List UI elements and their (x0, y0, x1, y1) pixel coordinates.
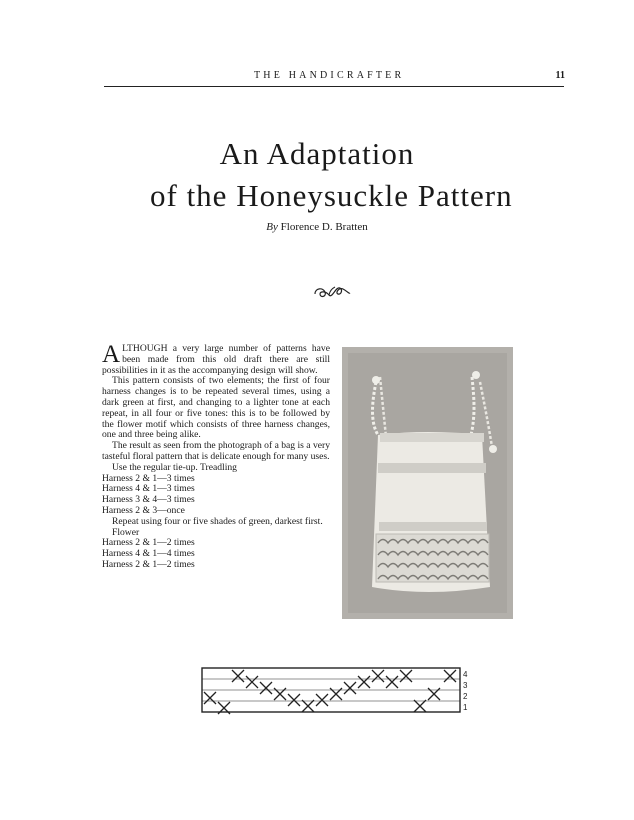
header-rule (104, 86, 564, 87)
paragraph-4: Use the regular tie-up. Treadling (112, 461, 237, 473)
repeat-note: Repeat using four or five shades of green, darkest first. (112, 515, 323, 527)
paragraph-1 (102, 341, 330, 376)
treadling-step: Harness 2 & 1—2 times (102, 537, 195, 549)
author-name: Florence D. Bratten (280, 221, 368, 233)
article-title-line-2: of the Honeysuckle Pattern (150, 178, 513, 213)
flower-label: Flower (112, 526, 140, 538)
treadling-step: Harness 4 & 1—3 times (102, 483, 195, 495)
treadling-step: Harness 2 & 1—2 times (102, 558, 195, 570)
treadling-list (102, 474, 330, 517)
byline-prefix: By (266, 221, 278, 233)
draft-label-harness: 2 (463, 692, 468, 701)
treadling-step: Harness 3 & 4—3 times (102, 494, 195, 506)
flower-treadling-list (102, 538, 330, 570)
treadling-step: Harness 2 & 3—once (102, 504, 185, 516)
treadling-step: Harness 4 & 1—4 times (102, 548, 195, 560)
threading-draft (200, 664, 480, 718)
drop-cap: A (102, 341, 121, 368)
article-body (102, 341, 330, 571)
running-head (104, 70, 569, 86)
article-title-line-1: An Adaptation (219, 136, 415, 171)
byline (0, 221, 634, 233)
paragraph-1-text: LTHOUGH a very large number of patterns have been made from this old draft there are still possibilities in it as the accompanying design will show. (102, 343, 330, 376)
bag-photograph (342, 347, 513, 619)
page-number: 11 (555, 70, 565, 81)
ornament-flourish-icon (312, 283, 352, 301)
draft-label-harness: 1 (463, 703, 468, 712)
paragraph-2: This pattern consists of two elements; the first of four harness changes is to be repeated several times, using a dark green at first, and changing to a lighter tone at each repeat, in all four or five tones: this is to be followed by the flower motif which consists of three harness changes, one and three being alike. (102, 375, 330, 441)
draft-label-harness: 4 (463, 670, 468, 679)
running-title: THE HANDICRAFTER (254, 70, 405, 81)
treadling-step: Harness 2 & 1—3 times (102, 472, 195, 484)
paragraph-3: The result as seen from the photograph of a bag is a very tasteful floral pattern that is delicate enough for many uses. (102, 440, 330, 462)
draft-label-harness: 3 (463, 681, 468, 690)
